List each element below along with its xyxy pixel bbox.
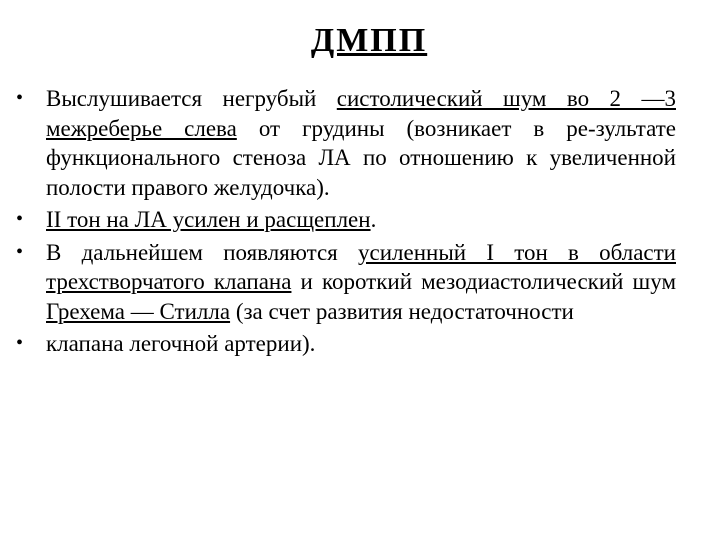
underlined-text: Грехема — Стилла [46, 298, 231, 324]
bullet-text: от грудины (возникает в ре-зультате функционального стеноза ЛА по отношению к увеличенной полости правого желудочка). [46, 115, 676, 200]
underlined-text: межреберье слева [46, 115, 237, 141]
bullet-marker: • [16, 332, 24, 354]
bullet-text: В дальнейшем появляются [46, 239, 358, 265]
bullet-list [14, 84, 676, 362]
bullet-item [14, 205, 676, 235]
bullet-marker: • [16, 240, 24, 263]
bullet-text: . [370, 207, 377, 232]
bullet-marker: • [16, 87, 24, 109]
bullet-item [14, 238, 676, 327]
bullet-text: (за счет развития недостаточности [230, 298, 574, 324]
bullet-item [14, 84, 676, 202]
bullet-text: Выслушивается негрубый [46, 86, 337, 111]
bullet-text: и короткий мезодиастолический шум [291, 269, 676, 294]
bullet-marker: • [16, 208, 24, 230]
bullet-text: клапана легочной артерии). [46, 331, 316, 356]
underlined-text: систолический шум во 2 —3 [336, 86, 676, 111]
bullet-item [14, 329, 676, 359]
underlined-text: усиленный I тон в области трехстворчатого клапана [46, 239, 676, 294]
underlined-text: II тон на ЛА усилен и расщеплен [46, 207, 371, 232]
slide-title: ДМПП [310, 22, 428, 59]
